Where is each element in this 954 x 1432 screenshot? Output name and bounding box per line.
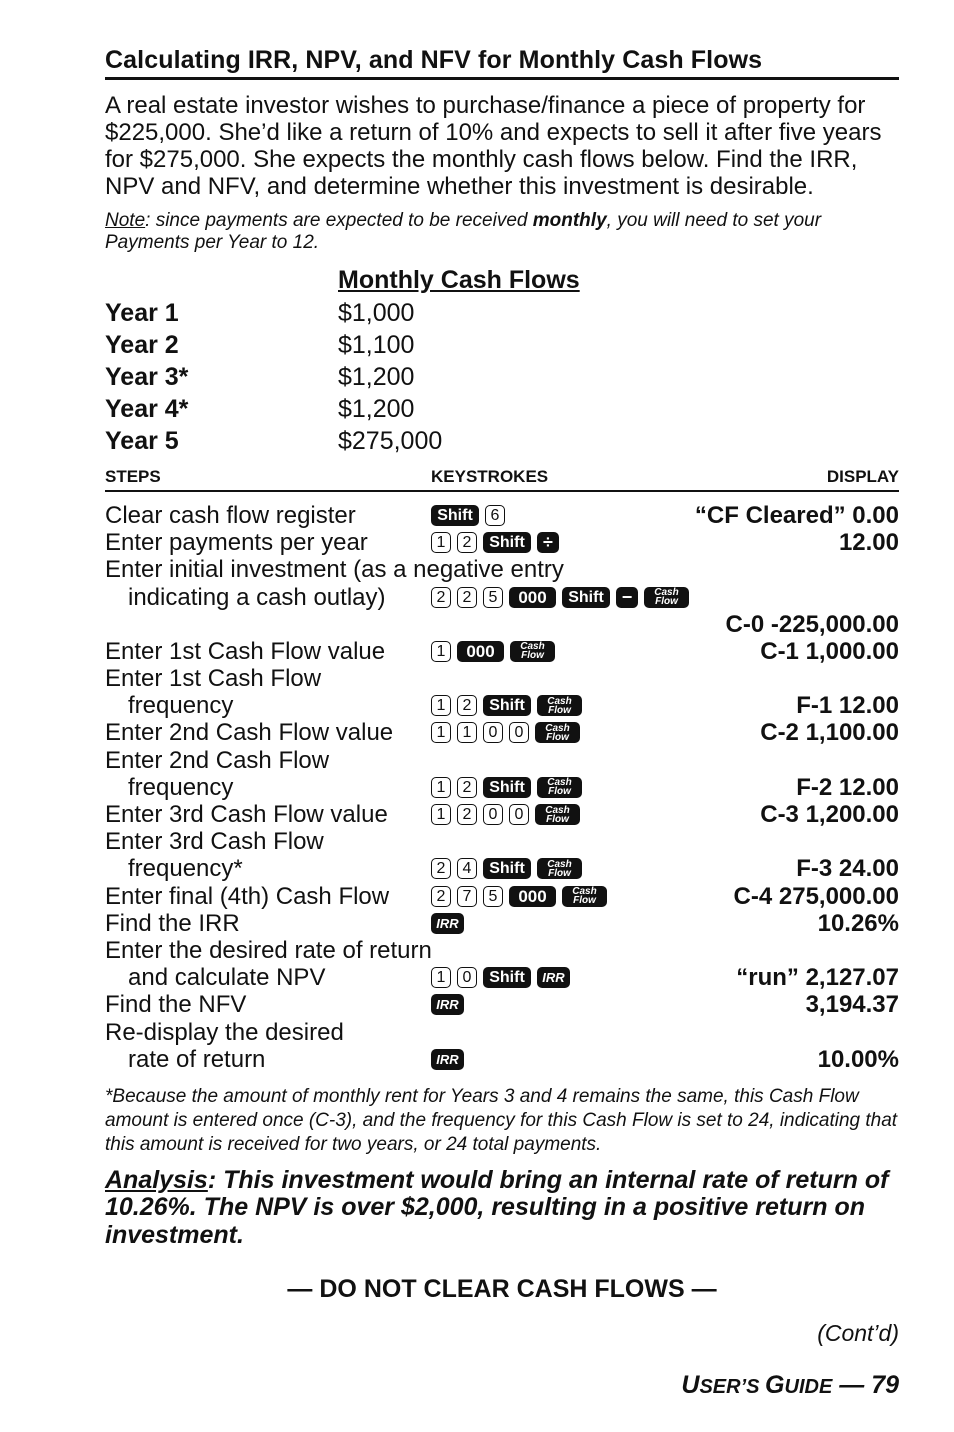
minus-key: −: [616, 587, 638, 608]
cash-flows-title: Monthly Cash Flows: [338, 266, 580, 294]
year-value: $1,200: [338, 362, 415, 391]
step-row: [105, 855, 899, 882]
steps-table: [105, 502, 899, 1073]
digit-key: 2: [431, 858, 451, 879]
cash-flow-key: [537, 858, 582, 879]
keystrokes: [431, 502, 505, 529]
cash-flow-key: [562, 886, 607, 907]
key-label: Flow: [548, 704, 571, 716]
step-text: Find the NFV: [105, 991, 247, 1019]
digit-key: 6: [485, 505, 505, 526]
cash-flow-key: [535, 722, 580, 743]
display-value: F-2 12.00: [796, 773, 899, 801]
continued-label: (Cont’d): [817, 1320, 899, 1347]
step-row: [105, 910, 899, 937]
shift-key: Shift: [562, 587, 610, 608]
year-label: Year 2: [105, 331, 179, 360]
digit-key: 1: [431, 532, 451, 553]
year-value: $275,000: [338, 426, 443, 455]
key-label: Cash: [547, 858, 572, 870]
keystrokes: [431, 991, 464, 1018]
irr-key: IRR: [537, 967, 570, 988]
step-row: [105, 529, 899, 556]
display-column-header: DISPLAY: [826, 466, 899, 486]
display-value: “CF Cleared” 0.00: [694, 501, 899, 529]
triple-zero-key: 000: [509, 587, 556, 608]
keystrokes: [431, 584, 689, 611]
display-value: C-4 275,000.00: [733, 882, 899, 910]
display-value: 3,194.37: [805, 991, 899, 1019]
step-row: [105, 883, 899, 910]
year-label: Year 5: [105, 426, 179, 455]
keystrokes: [431, 638, 555, 665]
shift-key: Shift: [483, 532, 531, 553]
triple-zero-key: 000: [509, 886, 556, 907]
digit-key: 2: [457, 777, 477, 798]
step-row: [105, 556, 899, 583]
key-label: Cash: [547, 695, 572, 707]
step-row: [105, 801, 899, 828]
digit-key: 7: [457, 886, 477, 907]
cash-flow-row: [105, 298, 899, 330]
footer-text: UIDE: [784, 1376, 833, 1399]
step-row: [105, 1046, 899, 1073]
step-row: [105, 502, 899, 529]
keystrokes: [431, 719, 580, 746]
key-label: Flow: [573, 895, 596, 907]
step-row: [105, 692, 899, 719]
keystrokes: [431, 910, 464, 937]
footnote: *Because the amount of monthly rent for Years 3 and 4 remains the same, this Cash Flow amount is entered once (C-3), and the frequency for this Cash Flow is set to 24, indicating that this amount is received for two years, or 24 total payments.: [105, 1085, 898, 1155]
digit-key: 0: [509, 722, 529, 743]
display-value: 10.26%: [817, 909, 899, 937]
cash-flow-row: [105, 362, 899, 394]
key-label: Flow: [546, 813, 569, 825]
digit-key: 1: [431, 722, 451, 743]
digit-key: 4: [457, 858, 477, 879]
digit-key: 0: [509, 804, 529, 825]
digit-key: 0: [457, 967, 477, 988]
cash-flow-key: [535, 804, 580, 825]
page-footer: [105, 1371, 899, 1400]
key-label: Cash: [545, 804, 570, 816]
display-value: “run” 2,127.07: [736, 964, 899, 992]
intro-paragraph: A real estate investor wishes to purchase/finance a piece of property for $225,000. She’d like a return of 10% and expects to sell it after five years for $275,000. She expects the monthly cash flows below. Find the IRR, NPV and NFV, and determine whether this investment is desirable.: [105, 92, 882, 200]
digit-key: 2: [457, 804, 477, 825]
digit-key: 1: [457, 722, 477, 743]
step-text: Clear cash flow register: [105, 501, 356, 529]
step-text: Find the IRR: [105, 909, 240, 937]
step-row: [105, 964, 899, 991]
shift-key: Shift: [483, 777, 531, 798]
keystrokes: [431, 529, 559, 556]
step-text: Enter the desired rate of return: [105, 936, 432, 964]
digit-key: 2: [457, 587, 477, 608]
cash-flow-row: [105, 330, 899, 362]
digit-key: 1: [431, 695, 451, 716]
step-row: [105, 1019, 899, 1046]
manual-page: [105, 46, 899, 1400]
step-row: [105, 584, 899, 611]
cash-flow-row: [105, 425, 899, 457]
cash-flow-row: [105, 393, 899, 425]
keystrokes: [431, 855, 582, 882]
step-text: and calculate NPV: [128, 964, 326, 992]
shift-key: Shift: [483, 695, 531, 716]
key-label: Cash: [572, 886, 597, 898]
step-text: frequency*: [128, 855, 243, 883]
key-label: Flow: [548, 786, 571, 798]
analysis-label: Analysis: [105, 1165, 208, 1194]
year-value: $1,000: [338, 299, 415, 328]
irr-key: IRR: [431, 994, 464, 1015]
keystrokes: [431, 692, 582, 719]
section-heading: Calculating IRR, NPV, and NFV for Monthly Cash Flows: [105, 46, 899, 80]
digit-key: 5: [483, 886, 503, 907]
key-label: Flow: [546, 731, 569, 743]
digit-key: 2: [457, 532, 477, 553]
display-value: F-3 24.00: [796, 855, 899, 883]
digit-key: 2: [457, 695, 477, 716]
analysis-text: : This investment would bring an internal rate of return of 10.26%. The NPV is over $2,000, resulting in a positive return on investment.: [105, 1165, 889, 1249]
step-row: [105, 774, 899, 801]
digit-key: 5: [483, 587, 503, 608]
note-label: Note: [105, 210, 146, 231]
steps-column-header: STEPS: [105, 466, 161, 486]
display-value: C-1 1,000.00: [760, 637, 899, 665]
keystrokes: [431, 801, 580, 828]
key-label: Flow: [521, 650, 544, 662]
key-label: Flow: [548, 867, 571, 879]
shift-key: Shift: [483, 858, 531, 879]
key-label: Cash: [520, 641, 545, 653]
digit-key: 2: [431, 587, 451, 608]
digit-key: 0: [483, 722, 503, 743]
step-text: Re-display the desired: [105, 1018, 344, 1046]
cash-flow-key: [510, 641, 555, 662]
display-value: C-0 -225,000.00: [725, 610, 899, 638]
step-row: [105, 937, 899, 964]
note-emphasis: monthly: [532, 210, 607, 231]
step-text: Enter 3rd Cash Flow value: [105, 801, 388, 829]
step-text: frequency: [128, 692, 234, 720]
keystrokes: [431, 964, 570, 991]
key-label: Flow: [655, 596, 678, 608]
page-number: — 79: [832, 1371, 899, 1400]
step-row: [105, 747, 899, 774]
step-text: Enter payments per year: [105, 529, 368, 557]
keystrokes: [431, 1046, 464, 1073]
keystrokes: [431, 774, 582, 801]
cash-flow-key: [537, 777, 582, 798]
cash-flow-key: [537, 695, 582, 716]
digit-key: 1: [431, 777, 451, 798]
display-value: 12.00: [838, 529, 899, 557]
display-value: F-1 12.00: [796, 692, 899, 720]
note-paragraph: [105, 210, 899, 254]
year-label: Year 4*: [105, 394, 189, 423]
note-text-end: , you will need to set your Payments per Year to 12.: [105, 210, 822, 253]
digit-key: 2: [431, 886, 451, 907]
step-text: Enter 2nd Cash Flow value: [105, 719, 394, 747]
step-text: frequency: [128, 773, 234, 801]
digit-key: 1: [431, 804, 451, 825]
key-label: Cash: [547, 777, 572, 789]
footer-text: SER’S: [699, 1376, 766, 1399]
step-text: Enter final (4th) Cash Flow: [105, 882, 390, 910]
step-row: [105, 665, 899, 692]
display-value: C-2 1,100.00: [760, 719, 899, 747]
triple-zero-key: 000: [457, 641, 504, 662]
key-label: Cash: [654, 587, 679, 599]
year-value: $1,200: [338, 394, 415, 423]
step-text: indicating a cash outlay): [128, 583, 386, 611]
step-text: Enter initial investment (as a negative entry: [105, 556, 564, 584]
step-row: [105, 991, 899, 1018]
digit-key: 0: [483, 804, 503, 825]
year-label: Year 3*: [105, 362, 189, 391]
step-row: [105, 828, 899, 855]
step-row: [105, 611, 899, 638]
footer-text: U: [681, 1371, 700, 1400]
key-label: Cash: [545, 722, 570, 734]
step-text: Enter 1st Cash Flow value: [105, 637, 386, 665]
display-value: 10.00%: [817, 1045, 899, 1073]
footer-text: G: [765, 1371, 785, 1400]
year-value: $1,100: [338, 331, 415, 360]
digit-key: 1: [431, 967, 451, 988]
digit-key: 1: [431, 641, 451, 662]
do-not-clear-notice: — DO NOT CLEAR CASH FLOWS —: [287, 1275, 717, 1304]
year-label: Year 1: [105, 299, 179, 328]
cash-flow-key: [644, 587, 689, 608]
cash-flows-table: [105, 298, 899, 457]
step-text: Enter 3rd Cash Flow: [105, 828, 324, 856]
step-text: Enter 1st Cash Flow: [105, 665, 322, 693]
irr-key: IRR: [431, 1049, 464, 1070]
display-value: C-3 1,200.00: [760, 801, 899, 829]
steps-table-header: [105, 467, 899, 492]
keystrokes: [431, 883, 607, 910]
irr-key: IRR: [431, 913, 464, 934]
step-row: [105, 638, 899, 665]
step-row: [105, 719, 899, 746]
step-text: Enter 2nd Cash Flow: [105, 746, 330, 774]
keystrokes-column-header: KEYSTROKES: [431, 466, 549, 486]
divide-key: ÷: [537, 532, 559, 553]
step-text: rate of return: [128, 1045, 266, 1073]
note-text: : since payments are expected to be received: [145, 210, 533, 231]
analysis-paragraph: [105, 1167, 899, 1250]
shift-key: Shift: [431, 505, 479, 526]
shift-key: Shift: [483, 967, 531, 988]
